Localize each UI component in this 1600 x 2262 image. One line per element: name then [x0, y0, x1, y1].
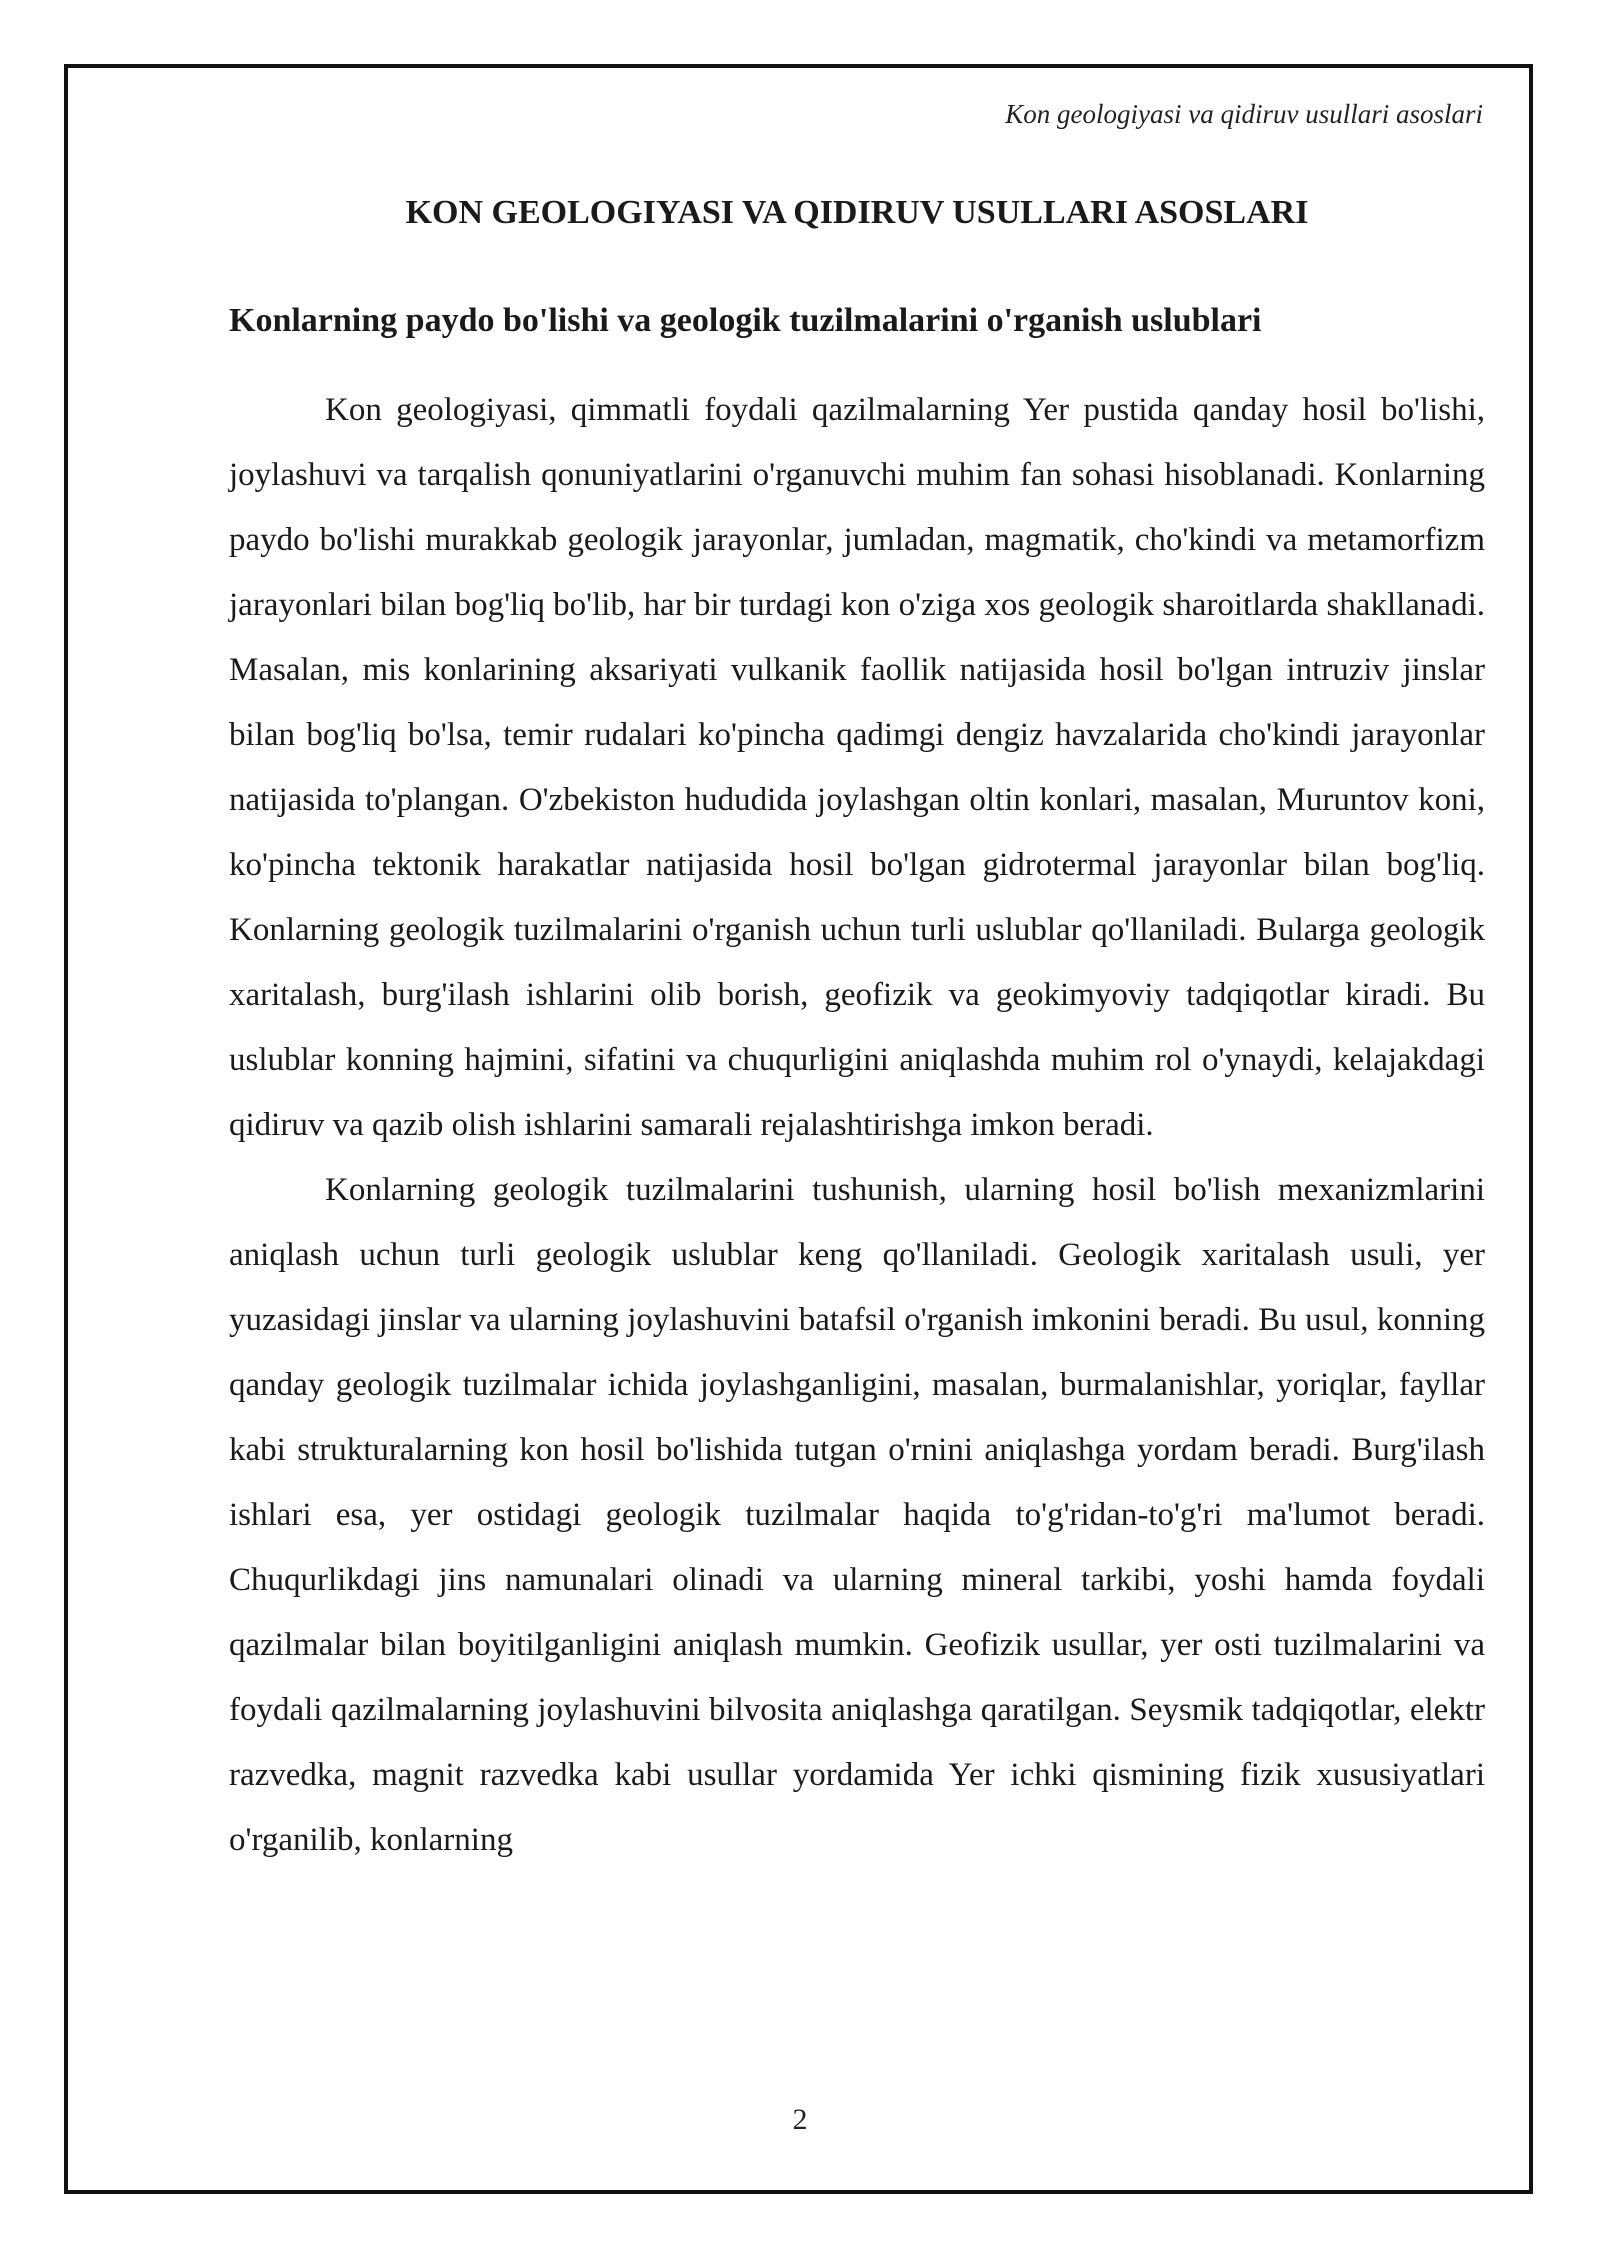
- body-text: [229, 378, 1485, 1873]
- paragraph: Kon geologiyasi, qimmatli foydali qazilmalarning Yer pustida qanday hosil bo'lishi, joylashuvi va tarqalish qonuniyatlarini o'rganuvchi muhim fan sohasi hisoblanadi. Konlarning paydo bo'lishi murakkab geologik jarayonlar, jumladan, magmatik, cho'kindi va metamorfizm jarayonlari bilan bog'liq bo'lib, har bir turdagi kon o'ziga xos geologik sharoitlarda shakllanadi. Masalan, mis konlarining aksariyati vulkanik faollik natijasida hosil bo'lgan intruziv jinslar bilan bog'liq bo'lsa, temir rudalari ko'pincha qadimgi dengiz havzalarida cho'kindi jarayonlar natijasida to'plangan. O'zbekiston hududida joylashgan oltin konlari, masalan, Muruntov koni, ko'pincha tektonik harakatlar natijasida hosil bo'lgan gidrotermal jarayonlar bilan bog'liq. Konlarning geologik tuzilmalarini o'rganish uchun turli uslublar qo'llaniladi. Bularga geologik xaritalash, burg'ilash ishlarini olib borish, geofizik va geokimyoviy tadqiqotlar kiradi. Bu uslublar konning hajmini, sifatini va chuqurligini aniqlashda muhim rol o'ynaydi, kelajakdagi qidiruv va qazib olish ishlarini samarali rejalashtirishga imkon beradi.: [229, 392, 1485, 1143]
- page-number: 2: [792, 2103, 808, 2136]
- paragraph: Konlarning geologik tuzilmalarini tushunish, ularning hosil bo'lish mexanizmlarini aniqlash uchun turli geologik uslublar keng qo'llaniladi. Geologik xaritalash usuli, yer yuzasidagi jinslar va ularning joylashuvini batafsil o'rganish imkonini beradi. Bu usul, konning qanday geologik tuzilmalar ichida joylashganligini, masalan, burmalanishlar, yoriqlar, fayllar kabi strukturalarning kon hosil bo'lishida tutgan o'rnini aniqlashga yordam beradi. Burg'ilash ishlari esa, yer ostidagi geologik tuzilmalar haqida to'g'ridan-to'g'ri ma'lumot beradi. Chuqurlikdagi jins namunalari olinadi va ularning mineral tarkibi, yoshi hamda foydali qazilmalar bilan boyitilganligini aniqlash mumkin. Geofizik usullar, yer osti tuzilmalarini va foydali qazilmalarning joylashuvini bilvosita aniqlashga qaratilgan. Seysmik tadqiqotlar, elektr razvedka, magnit razvedka kabi usullar yordamida Yer ichki qismining fizik xususiyatlari o'rganilib, konlarning: [229, 1172, 1485, 1858]
- running-header: Kon geologiyasi va qidiruv usullari asoslari: [1005, 99, 1483, 129]
- document-title: KON GEOLOGIYASI VA QIDIRUV USULLARI ASOSLARI: [405, 194, 1309, 231]
- section-heading: Konlarning paydo bo'lishi va geologik tuzilmalarini o'rganish uslublari: [229, 302, 1262, 339]
